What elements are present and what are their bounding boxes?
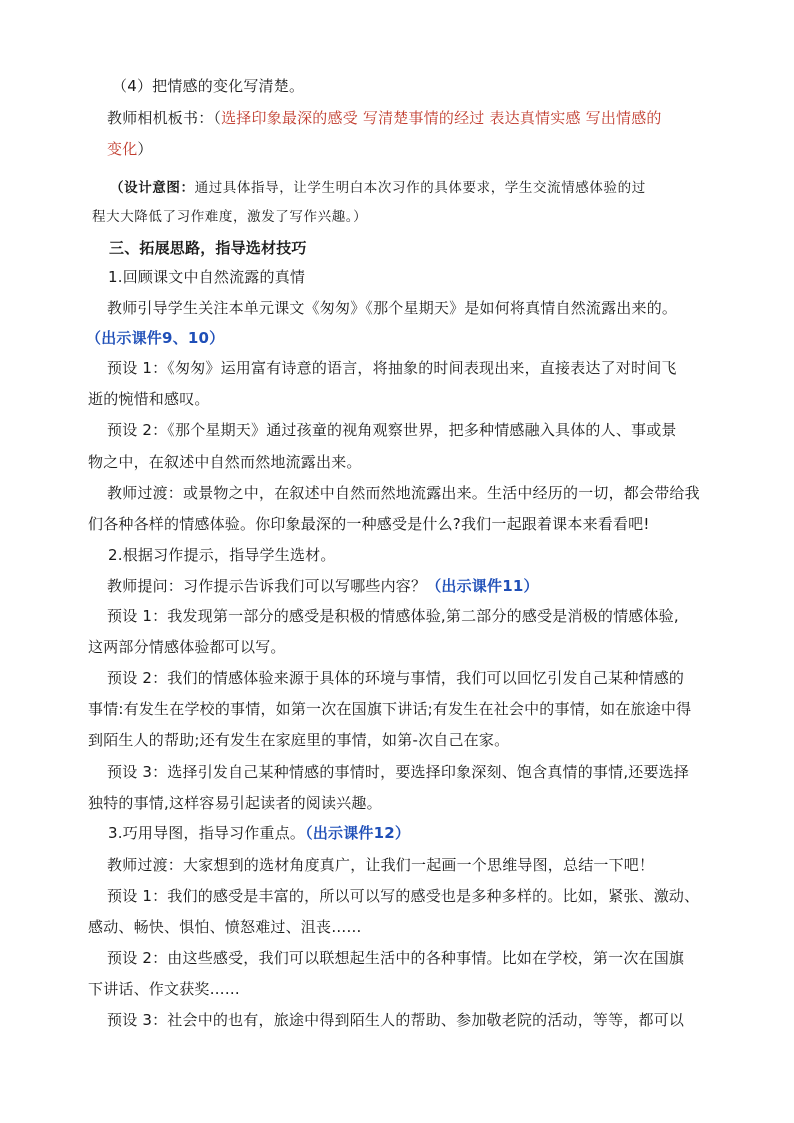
paragraph-line: 下讲话、作文获奖…… (88, 980, 241, 998)
step-4-line: （4）把情感的变化写清楚。 (112, 77, 305, 95)
subheading-1: 1.回顾课文中自然流露的真情 (108, 268, 306, 286)
paragraph-line: 感动、畅快、惧怕、愤怒难过、沮丧…… (88, 918, 362, 936)
paragraph-line: 预设 1：《匆匆》运用富有诗意的语言，将抽象的时间表现出来，直接表达了对时间飞 (107, 359, 677, 377)
paragraph-line: 预设 2：我们的情感体验来源于具体的环境与事情，我们可以回忆引发自己某种情感的 (107, 669, 685, 687)
courseware-note: （出示课件11） (426, 577, 539, 595)
paragraph-line: 预设 3：选择引发自己某种情感的事情时，要选择印象深刻、饱含真情的事情,还要选择 (107, 763, 690, 781)
paragraph-line: 预设 1：我们的感受是丰富的，所以可以写的感受也是多种多样的。比如，紧张、激动、 (107, 887, 700, 905)
paragraph-line: 预设 2：《那个星期天》通过孩童的视角观察世界，把多种情感融入具体的人、事或景 (107, 421, 677, 439)
paragraph-line: 教师过渡：或景物之中，在叙述中自然而然地流露出来。生活中经历的一切，都会带给我 (107, 484, 700, 502)
paragraph-line: 预设 1：我发现第一部分的感受是积极的情感体验,第二部分的感受是消极的情感体验, (107, 607, 679, 625)
paragraph-line: 们各种各样的情感体验。你印象最深的一种感受是什么?我们一起跟着课本来看看吧! (88, 515, 650, 533)
paragraph-line: 预设 2：由这些感受，我们可以联想起生活中的各种事情。比如在学校，第一次在国旗 (107, 949, 685, 967)
subheading-2: 2.根据习作提示，指导学生选材。 (108, 546, 336, 564)
blackboard-line-2: 变化） (107, 140, 153, 158)
paragraph-line: 教师引导学生关注本单元课文《匆匆》《那个星期天》是如何将真情自然流露出来的。 (107, 299, 678, 317)
paragraph-line: 事情:有发生在学校的事情，如第一次在国旗下讲话;有发生在社会中的事情，如在旅途中得 (88, 700, 692, 718)
paragraph-line: 独特的事情,这样容易引起读者的阅读兴趣。 (88, 794, 382, 812)
section-heading: 三、拓展思路，指导选材技巧 (109, 239, 307, 257)
paragraph-line: 到陌生人的帮助;还有发生在家庭里的事情，如第-次自己在家。 (88, 731, 510, 749)
design-intent-line: （设计意图：通过具体指导，让学生明白本次习作的具体要求，学生交流情感体验的过 (110, 180, 646, 196)
blackboard-line: 教师相机板书：（选择印象最深的感受 写清楚事情的经过 表达真情实感 写出情感的 (107, 109, 662, 127)
courseware-note: （出示课件12） (305, 824, 411, 842)
paragraph-line: 物之中，在叙述中自然而然地流露出来。 (88, 453, 362, 471)
blackboard-points: 选择印象最深的感受 写清楚事情的经过 表达真情实感 写出情感的 (221, 109, 662, 127)
paragraph-line: 预设 3：社会中的也有，旅途中得到陌生人的帮助、参加敬老院的活动，等等，都可以 (107, 1011, 685, 1029)
courseware-note: （出示课件9、10） (86, 329, 225, 347)
paragraph-line: 教师过渡：大家想到的选材角度真广，让我们一起画一个思维导图，总结一下吧！ (107, 856, 655, 874)
subheading-3: 3.巧用导图，指导习作重点。（出示课件12） (108, 824, 411, 842)
design-intent-line-2: 程大大降低了习作难度，激发了写作兴趣。） (92, 209, 368, 225)
paragraph-line: 这两部分情感体验都可以写。 (88, 638, 286, 656)
paragraph-line: 教师提问：习作提示告诉我们可以写哪些内容？（出示课件11） (107, 577, 539, 595)
paragraph-line: 逝的惋惜和感叹。 (88, 390, 210, 408)
